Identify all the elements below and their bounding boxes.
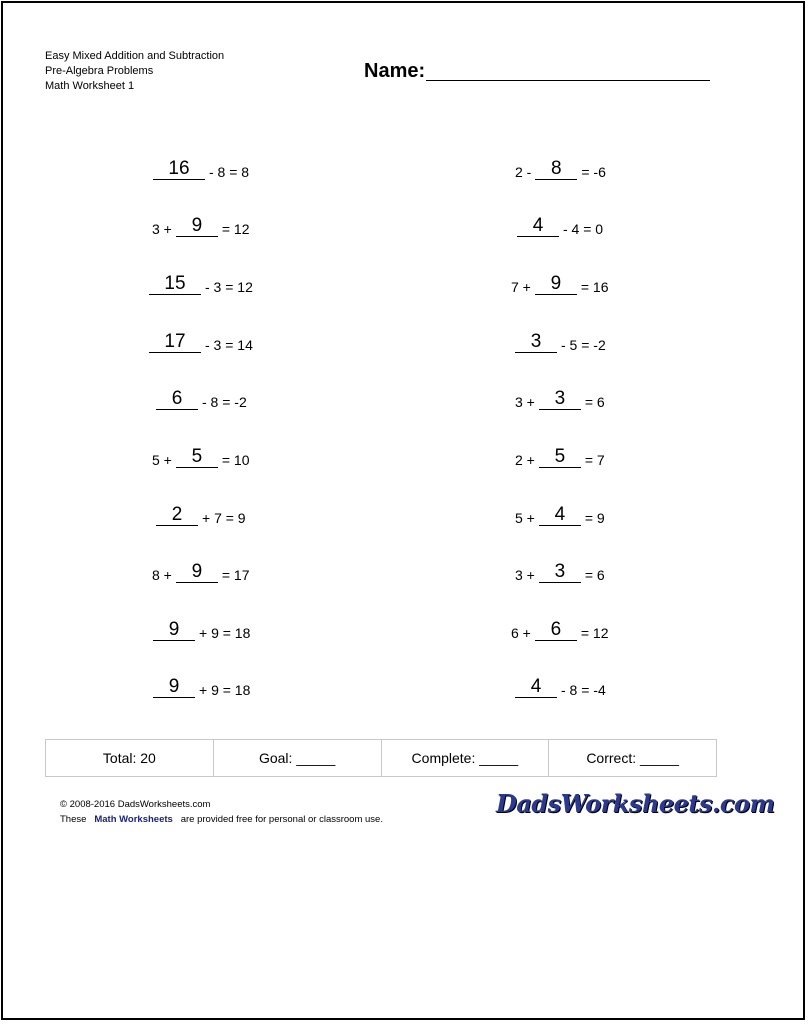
summary-correct: Correct: _____ (586, 750, 679, 766)
problem-remainder: + 7 = 9 (202, 510, 246, 526)
header-subtitle: Pre-Algebra Problems (45, 65, 154, 77)
problem-left-9 (153, 621, 250, 641)
answer-blank[interactable]: 6 (156, 389, 198, 410)
answer-blank[interactable]: 3 (539, 389, 581, 410)
answer-blank[interactable]: 4 (515, 677, 557, 698)
problem-remainder: = 12 (221, 221, 250, 237)
answer-blank[interactable]: 16 (153, 159, 205, 180)
problem-left-10 (153, 678, 250, 698)
answer-blank[interactable]: 6 (535, 620, 577, 641)
problem-right-7 (515, 506, 605, 526)
notice-prefix: These (60, 814, 87, 825)
answer-blank[interactable]: 9 (176, 216, 218, 237)
problem-remainder: - 8 = 8 (209, 164, 250, 180)
problem-remainder: - 4 = 0 (563, 221, 604, 237)
problem-operand: 3 + (515, 394, 535, 410)
problem-operand: 5 + (152, 452, 172, 468)
problem-right-5 (515, 390, 605, 410)
dadsworksheets-logo[interactable]: DadsWorksheets.com (496, 789, 775, 818)
problem-operand: 6 + (511, 625, 531, 641)
answer-blank[interactable]: 5 (539, 447, 581, 468)
answer-blank[interactable]: 5 (176, 447, 218, 468)
name-field[interactable] (426, 80, 710, 81)
problem-operand: 2 - (515, 164, 532, 180)
problem-right-6 (515, 448, 605, 468)
answer-blank[interactable]: 3 (539, 562, 581, 583)
answer-blank[interactable]: 2 (156, 505, 198, 526)
problem-operand: 3 + (152, 221, 172, 237)
problem-remainder: - 3 = 12 (205, 279, 253, 295)
problem-right-3 (511, 275, 609, 295)
problem-right-9 (511, 621, 609, 641)
header-worksheet-number: Math Worksheet 1 (45, 80, 135, 92)
problem-right-8 (515, 563, 605, 583)
problem-right-2 (517, 217, 603, 237)
worksheet-header (45, 49, 224, 94)
answer-blank[interactable]: 8 (535, 159, 577, 180)
problem-remainder: - 5 = -2 (561, 337, 606, 353)
problem-left-1 (153, 160, 249, 180)
summary-total: Total: 20 (46, 740, 214, 776)
summary-goal: Goal: _____ (214, 740, 382, 776)
problem-operand: 7 + (511, 279, 531, 295)
problem-remainder: - 3 = 14 (205, 337, 253, 353)
problem-right-4 (515, 333, 606, 353)
problem-remainder: = 12 (580, 625, 609, 641)
problem-left-5 (156, 390, 247, 410)
problem-operand: 5 + (515, 510, 535, 526)
page-border (1, 1, 805, 1020)
problem-remainder: = -6 (581, 164, 606, 180)
problem-operand: 3 + (515, 567, 535, 583)
problem-left-7 (156, 506, 246, 526)
header-title: Easy Mixed Addition and Subtraction (45, 50, 225, 62)
notice-suffix: are provided free for personal or classroom use. (180, 814, 383, 825)
problem-remainder: - 8 = -4 (561, 682, 606, 698)
problem-remainder: = 6 (584, 567, 605, 583)
summary-complete: Complete: _____ (382, 740, 550, 776)
problem-remainder: = 6 (584, 394, 605, 410)
footer (60, 797, 383, 827)
problem-left-2 (152, 217, 250, 237)
answer-blank[interactable]: 9 (153, 620, 195, 641)
answer-blank[interactable]: 15 (149, 274, 201, 295)
summary-table (45, 739, 717, 777)
problem-operand: 2 + (515, 452, 535, 468)
problem-remainder: = 16 (580, 279, 609, 295)
problem-right-10 (515, 678, 606, 698)
answer-blank[interactable]: 3 (515, 332, 557, 353)
answer-blank[interactable]: 4 (539, 505, 581, 526)
problem-remainder: - 8 = -2 (202, 394, 247, 410)
problem-remainder: = 10 (221, 452, 250, 468)
problem-operand: 8 + (152, 567, 172, 583)
copyright-text: © 2008-2016 DadsWorksheets.com (60, 799, 211, 810)
answer-blank[interactable]: 4 (517, 216, 559, 237)
problem-left-4 (149, 333, 253, 353)
answer-blank[interactable]: 9 (535, 274, 577, 295)
math-worksheets-link[interactable]: Math Worksheets (94, 814, 173, 825)
problem-remainder: + 9 = 18 (199, 682, 251, 698)
answer-blank[interactable]: 9 (153, 677, 195, 698)
problem-remainder: + 9 = 18 (199, 625, 251, 641)
problem-remainder: = 9 (584, 510, 605, 526)
answer-blank[interactable]: 17 (149, 332, 201, 353)
problem-left-3 (149, 275, 253, 295)
problem-remainder: = 7 (584, 452, 605, 468)
problem-right-1 (515, 160, 606, 180)
answer-blank[interactable]: 9 (176, 562, 218, 583)
problem-left-6 (152, 448, 250, 468)
usage-notice (60, 812, 383, 827)
problem-left-8 (152, 563, 250, 583)
name-label: Name: (364, 60, 426, 82)
problem-remainder: = 17 (221, 567, 250, 583)
